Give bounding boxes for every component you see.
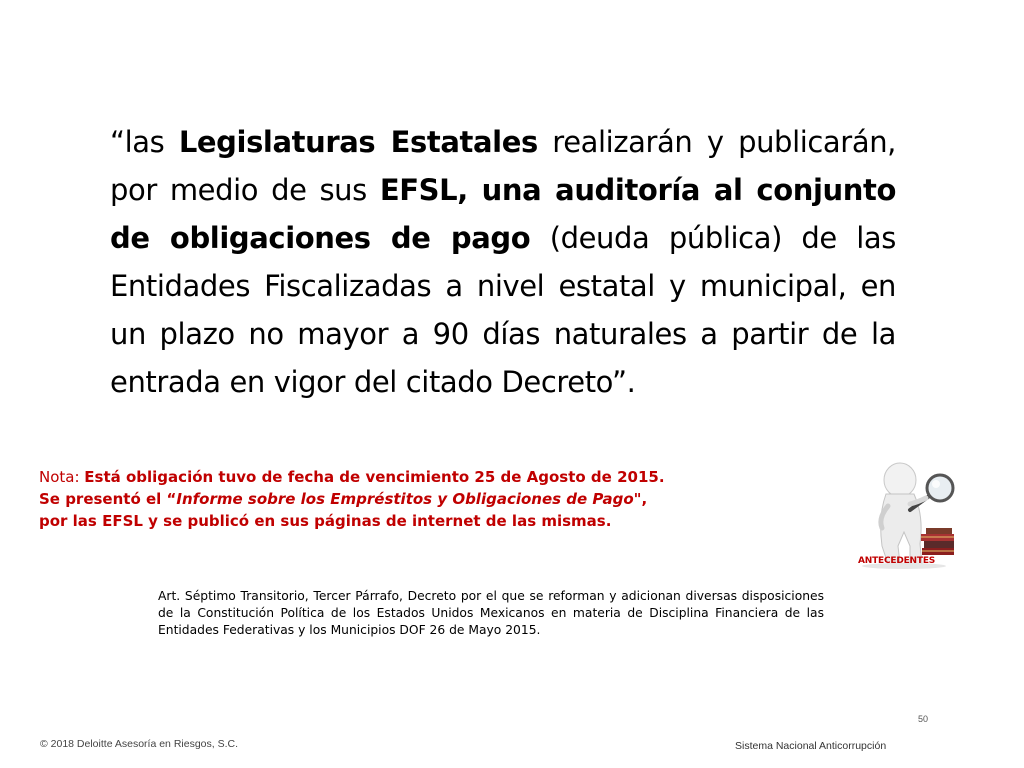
quote-text-1: realizarán y publicarán, por medio de sus — [110, 125, 896, 207]
footer-system-name: Sistema Nacional Anticorrupción — [735, 740, 887, 752]
note-line-3: por las EFSL y se publicó en sus páginas de internet de las mismas. — [39, 512, 612, 530]
note-label: Nota: — [39, 468, 85, 486]
main-quote — [110, 118, 896, 406]
note-block — [39, 466, 799, 532]
note-line-2b: ", — [633, 490, 648, 508]
quote-bold-legislatures: Legislaturas Estatales — [178, 125, 538, 159]
quote-bold-efsl: EFSL, una auditoría al conjunto de obligaciones de pago — [110, 173, 896, 255]
quote-text-2: (deuda pública) de las Entidades Fiscalizadas a nivel estatal y municipal, en un plazo no mayor a 90 días naturales a partir de la entrada en vigor del citado Decreto”. — [110, 221, 896, 399]
quote-open: “las — [110, 125, 179, 159]
note-line-1: Está obligación tuvo de fecha de vencimiento 25 de Agosto de 2015. — [84, 468, 665, 486]
legal-reference: Art. Séptimo Transitorio, Tercer Párrafo, Decreto por el que se reforman y adicionan diversas disposiciones de la Constitución Política de los Estados Unidos Mexicanos en materia de Disciplina Financiera de las Entidades Federativas y los Municipios DOF 26 de Mayo 2015. — [158, 589, 824, 637]
page-number: 50 — [918, 714, 929, 724]
footer-copyright: © 2018 Deloitte Asesoría en Riesgos, S.C. — [40, 738, 239, 750]
note-line-2a: Se presentó el “ — [39, 490, 177, 508]
illustration-caption: ANTECEDENTES — [858, 556, 936, 566]
note-report-title: Informe sobre los Empréstitos y Obligaciones de Pago — [176, 490, 634, 508]
